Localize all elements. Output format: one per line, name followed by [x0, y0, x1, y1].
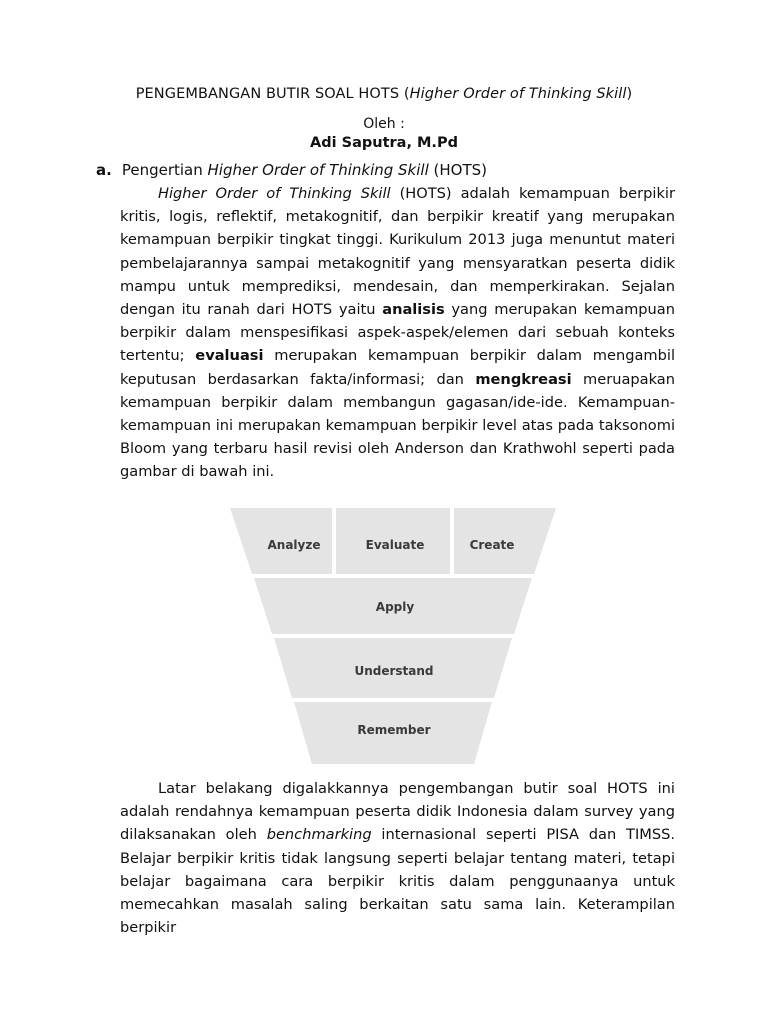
author-name: Adi Saputra, M.Pd [310, 135, 458, 151]
paragraph-hots-definition [120, 182, 675, 484]
section-heading [96, 161, 487, 179]
section-heading-suffix: (HOTS) [428, 161, 487, 179]
document-title [0, 86, 768, 102]
pyramid-label-apply: Apply [375, 600, 415, 614]
byline-label: Oleh : [363, 116, 405, 132]
p1-hots-term: Higher Order of Thinking Skill [158, 185, 391, 202]
pyramid-label-evaluate: Evaluate [365, 538, 425, 552]
p1-term-evaluasi: evaluasi [195, 347, 264, 365]
title-prefix: PENGEMBANGAN BUTIR SOAL HOTS ( [135, 86, 410, 102]
p1-text-3: merupakan kemampuan berpikir dalam mengambil keputusan berdasarkan fakta/informasi; dan [120, 347, 675, 388]
section-heading-prefix: Pengertian [121, 161, 208, 179]
byline [0, 115, 768, 153]
p1-text-4: meruapakan kemampuan berpikir dalam membangun gagasan/ide-ide. Kemampuan-kemampuan ini merupakan kemampuan berpikir level atas pada taksonomi Bloom yang terbaru hasil revisi oleh Anderson dan Krathwohl seperti pada gambar di bawah ini. [120, 370, 675, 481]
p1-text-1: (HOTS) adalah kemampuan berpikir kritis, logis, reflektif, metakognitif, dan berpikir kreatif yang merupakan kemampuan berpikir tingkat tinggi. Kurikulum 2013 juga menuntut materi pembelajarannya sampai metakognitif yang mensyaratkan peserta didik mampu untuk memprediksi, mendesain, dan memperkirakan. Sejalan dengan itu ranah dari HOTS yaitu [120, 185, 675, 319]
p2-benchmarking-term: benchmarking [266, 826, 372, 844]
p1-term-mengkreasi: mengkreasi [475, 370, 572, 388]
section-heading-italic: Higher Order of Thinking Skill [207, 161, 429, 179]
paragraph-background [120, 777, 675, 939]
title-italic: Higher Order of Thinking Skill [409, 86, 627, 102]
pyramid-label-understand: Understand [354, 664, 434, 678]
bloom-taxonomy-pyramid [228, 506, 558, 768]
p2-text-1: Latar belakang digalakkannya pengembangan butir soal HOTS ini adalah rendahnya kemampuan peserta didik Indonesia dalam survey yang dilaksanakan oleh [120, 780, 675, 844]
pyramid-label-analyze: Analyze [267, 538, 321, 552]
title-suffix: ) [626, 86, 633, 102]
p1-text-2: yang merupakan kemampuan berpikir dalam menspesifikasi aspek-aspek/elemen dari sebuah konteks tertentu; [120, 301, 675, 365]
pyramid-label-create: Create [469, 538, 515, 552]
p2-text-2: internasional seperti PISA dan TIMSS. Belajar berpikir kritis tidak langsung seperti belajar tentang materi, tetapi belajar bagaimana cara berpikir kritis dalam penggunaanya untuk memecahkan masalah saling berkaitan satu sama lain. Keterampilan berpikir [120, 826, 676, 937]
section-marker: a. [96, 161, 112, 179]
pyramid-label-remember: Remember [357, 723, 431, 737]
p1-term-analisis: analisis [382, 301, 445, 319]
